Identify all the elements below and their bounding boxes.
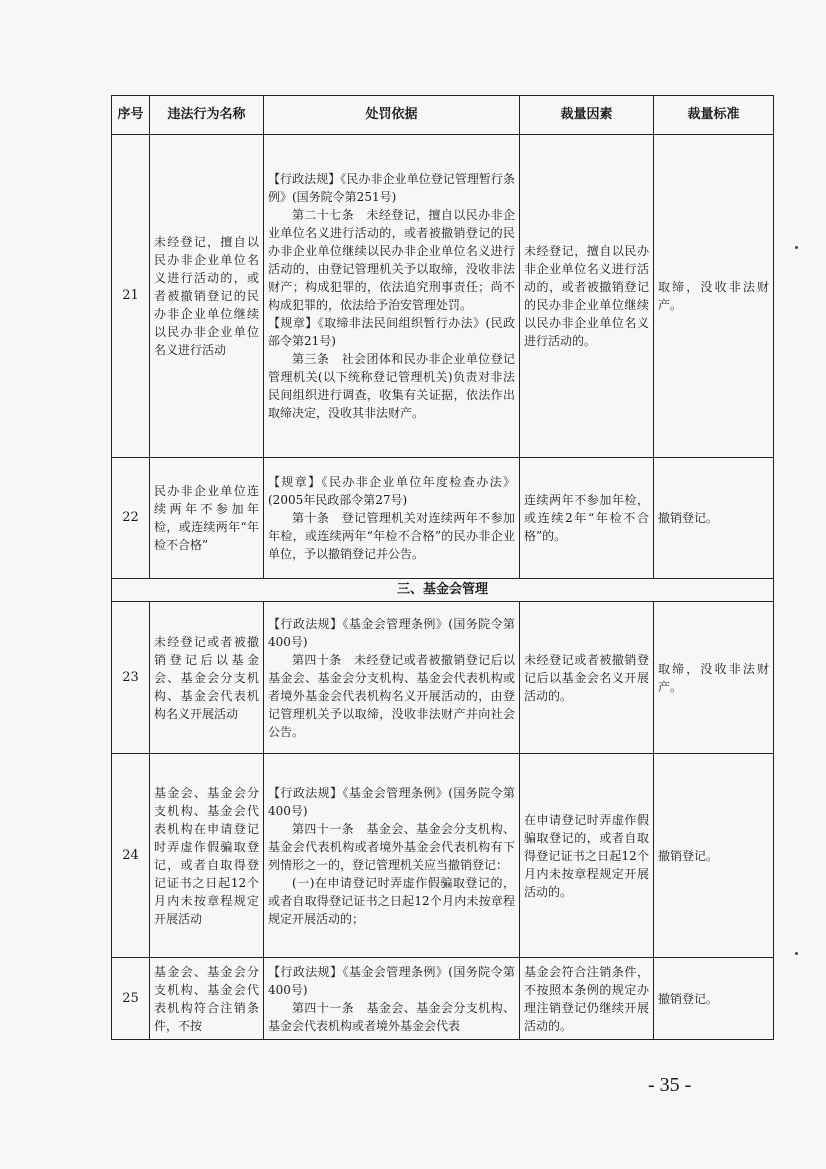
basis-line: 第四十一条 基金会、基金会分支机构、基金会代表机构或者境外基金会代表机构有下列情形之一的，登记管理机关应当撤销登记： — [268, 821, 515, 872]
row-num: 25 — [112, 958, 150, 1040]
row-num: 22 — [112, 458, 150, 579]
row-basis — [264, 458, 520, 579]
basis-line: 【规章】《取缔非法民间组织暂行办法》(民政部令第21号) — [268, 316, 515, 348]
table-row — [112, 602, 774, 754]
header-standard: 裁量标准 — [654, 96, 774, 135]
row-factor: 基金会符合注销条件，不按照本条例的规定办理注销登记仍继续开展活动的。 — [520, 958, 654, 1040]
row-name: 未经登记或者被撤销登记后以基金会、基金会分支机构、基金会代表机构名义开展活动 — [150, 602, 264, 754]
row-basis — [264, 602, 520, 754]
row-standard: 取缔，没收非法财产。 — [654, 602, 774, 754]
row-basis — [264, 135, 520, 458]
row-standard: 撤销登记。 — [654, 458, 774, 579]
table-row — [112, 135, 774, 458]
header-factor: 裁量因素 — [520, 96, 654, 135]
row-factor: 在申请登记时弄虚作假骗取登记的，或者自取得登记证书之日起12个月内未按章程规定开展活动的。 — [520, 754, 654, 958]
table-row — [112, 958, 774, 1040]
scan-mark — [795, 952, 798, 955]
basis-line: 第十条 登记管理机关对连续两年不参加年检，或连续两年“年检不合格”的民办非企业单位，予以撤销登记并公告。 — [268, 511, 515, 561]
row-name: 基金会、基金会分支机构、基金会代表机构符合注销条件，不按 — [150, 958, 264, 1040]
page-number: - 35 - — [648, 1074, 692, 1096]
header-name: 违法行为名称 — [150, 96, 264, 135]
row-factor: 未经登记，擅自以民办非企业单位名义进行活动的，或者被撤销登记的民办非企业单位继续以民办非企业单位名义进行活动的。 — [520, 135, 654, 458]
basis-line: 【行政法规】《基金会管理条例》(国务院令第400号) — [268, 964, 515, 997]
basis-line: 【行政法规】《基金会管理条例》(国务院令第400号) — [268, 785, 515, 818]
row-factor: 未经登记或者被撤销登记后以基金会名义开展活动的。 — [520, 602, 654, 754]
row-num: 21 — [112, 135, 150, 458]
row-basis — [264, 754, 520, 958]
table-row — [112, 754, 774, 958]
row-num: 24 — [112, 754, 150, 958]
basis-line: 第二十七条 未经登记，擅自以民办非企业单位名义进行活动的，或者被撤销登记的民办非企业单位继续以民办非企业单位名义进行活动的，由登记管理机关予以取缔，没收非法财产；构成犯罪的，依法追究刑事责任；尚不构成犯罪的，依法给予治安管理处罚。 — [268, 208, 515, 312]
basis-line: 【行政法规】《民办非企业单位登记管理暂行条例》(国务院令第251号) — [268, 172, 515, 204]
basis-line: 第四十一条 基金会、基金会分支机构、基金会代表机构或者境外基金会代表 — [268, 1000, 515, 1033]
row-num: 23 — [112, 602, 150, 754]
row-name: 未经登记，擅自以民办非企业单位名义进行活动的，或者被撤销登记的民办非企业单位继续以民办非企业单位名义进行活动 — [150, 135, 264, 458]
header-basis: 处罚依据 — [264, 96, 520, 135]
basis-line: (一)在申请登记时弄虚作假骗取登记的，或者自取得登记证书之日起12个月内未按章程规定开展活动的； — [268, 875, 515, 926]
row-standard: 撤销登记。 — [654, 958, 774, 1040]
section-row — [112, 579, 774, 602]
basis-line: 【规章】《民办非企业单位年度检查办法》(2005年民政部令第27号) — [268, 475, 515, 507]
basis-line: 【行政法规】《基金会管理条例》(国务院令第400号) — [268, 616, 515, 649]
section-title: 三、基金会管理 — [112, 579, 774, 602]
row-basis — [264, 958, 520, 1040]
basis-line: 第三条 社会团体和民办非企业单位登记管理机关(以下统称登记管理机关)负责对非法民间组织进行调查，收集有关证据，依法作出取缔决定，没收其非法财产。 — [268, 352, 515, 420]
table-row — [112, 458, 774, 579]
row-standard: 取缔，没收非法财产。 — [654, 135, 774, 458]
penalty-table — [111, 95, 774, 1040]
row-standard: 撤销登记。 — [654, 754, 774, 958]
row-name: 民办非企业单位连续两年不参加年检，或连续两年“年检不合格” — [150, 458, 264, 579]
table-header-row — [112, 96, 774, 135]
row-name: 基金会、基金会分支机构、基金会代表机构在申请登记时弄虚作假骗取登记，或者自取得登记证书之日起12个月内未按章程规定开展活动 — [150, 754, 264, 958]
header-num: 序号 — [112, 96, 150, 135]
row-factor: 连续两年不参加年检，或连续2年“年检不合格”的。 — [520, 458, 654, 579]
scan-mark — [795, 246, 798, 249]
basis-line: 第四十条 未经登记或者被撤销登记后以基金会、基金会分支机构、基金会代表机构或者境外基金会代表机构名义开展活动的，由登记管理机关予以取缔，没收非法财产并向社会公告。 — [268, 652, 515, 739]
